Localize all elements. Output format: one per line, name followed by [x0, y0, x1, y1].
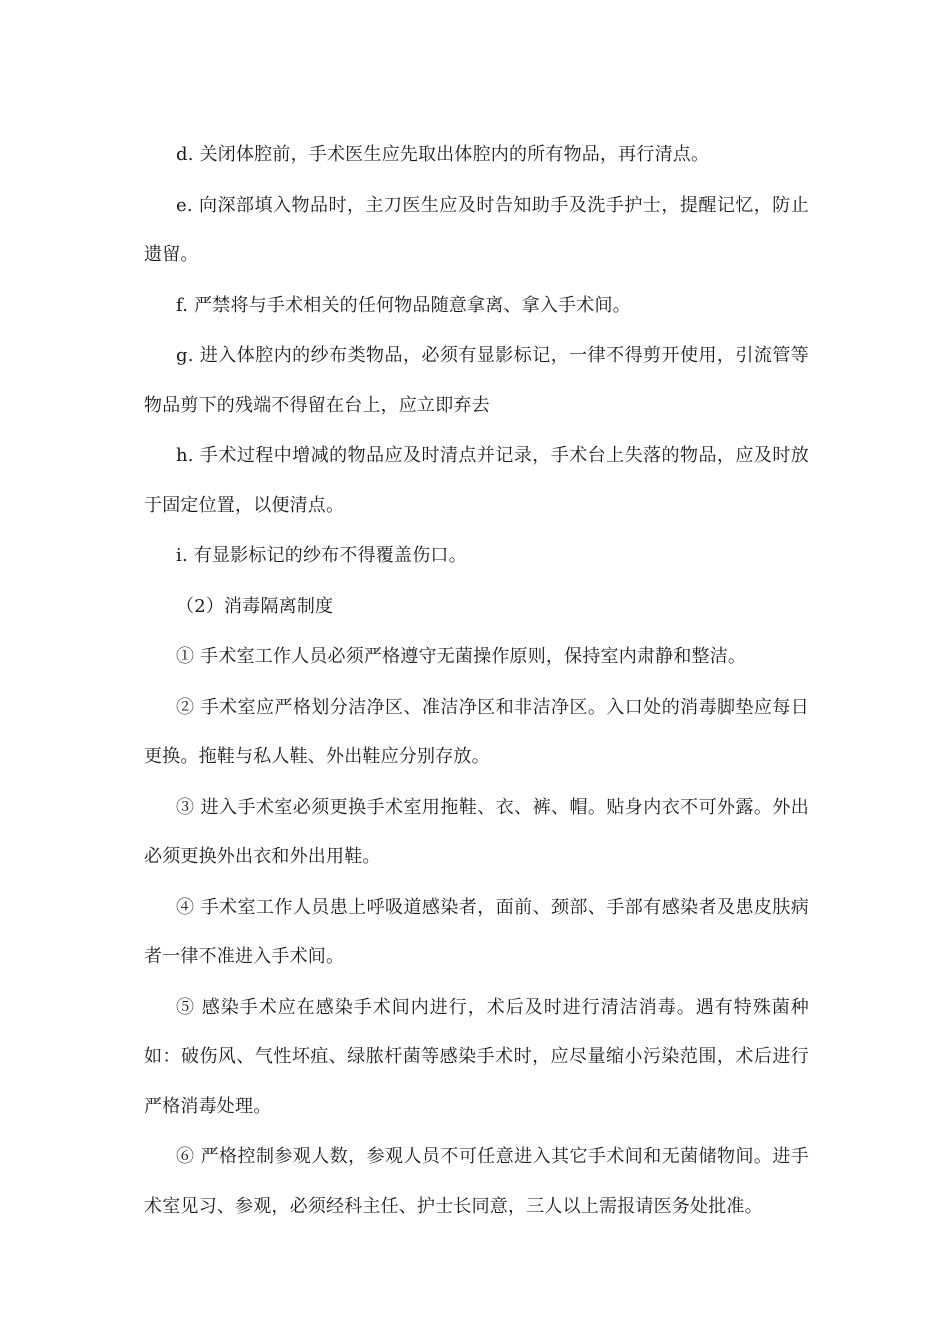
paragraph-item-h: h. 手术过程中增减的物品应及时清点并记录，手术台上失落的物品，应及时放于固定位置，以便清点。 [144, 445, 809, 516]
paragraph-item-e: e. 向深部填入物品时，主刀医生应及时告知助手及洗手护士，提醒记忆，防止遗留。 [144, 194, 809, 265]
paragraph-item-i: i. 有显影标记的纱布不得覆盖伤口。 [176, 545, 467, 566]
rule-item-4: ④ 手术室工作人员患上呼吸道感染者，面前、颈部、手部有感染者及患皮肤病者一律不准进入手术间。 [144, 896, 809, 967]
rule-item-1: ① 手术室工作人员必须严格遵守无菌操作原则，保持室内肃静和整洁。 [176, 646, 747, 667]
section-heading-disinfection: （2）消毒隔离制度 [176, 595, 334, 617]
paragraph-item-f: f. 严禁将与手术相关的任何物品随意拿离、拿入手术间。 [176, 294, 631, 316]
document-body [144, 130, 809, 1232]
rule-item-5: ⑤ 感染手术应在感染手术间内进行，术后及时进行清洁消毒。遇有特殊菌种如：破伤风、气性坏疽、绿脓杆菌等感染手术时，应尽量缩小污染范围，术后进行严格消毒处理。 [144, 996, 809, 1117]
rule-item-2: ② 手术室应严格划分洁净区、准洁净区和非洁净区。入口处的消毒脚垫应每日更换。拖鞋与私人鞋、外出鞋应分别存放。 [144, 696, 809, 767]
rule-item-3: ③ 进入手术室必须更换手术室用拖鞋、衣、裤、帽。贴身内衣不可外露。外出必须更换外出衣和外出用鞋。 [144, 796, 809, 867]
paragraph-item-g: g. 进入体腔内的纱布类物品，必须有显影标记，一律不得剪开使用，引流管等物品剪下的残端不得留在台上，应立即弃去 [144, 345, 809, 416]
paragraph-item-d: d. 关闭体腔前，手术医生应先取出体腔内的所有物品，再行清点。 [176, 144, 710, 165]
rule-item-6: ⑥ 严格控制参观人数，参观人员不可任意进入其它手术间和无菌储物间。进手术室见习、参观，必须经科主任、护士长同意，三人以上需报请医务处批准。 [144, 1146, 809, 1217]
